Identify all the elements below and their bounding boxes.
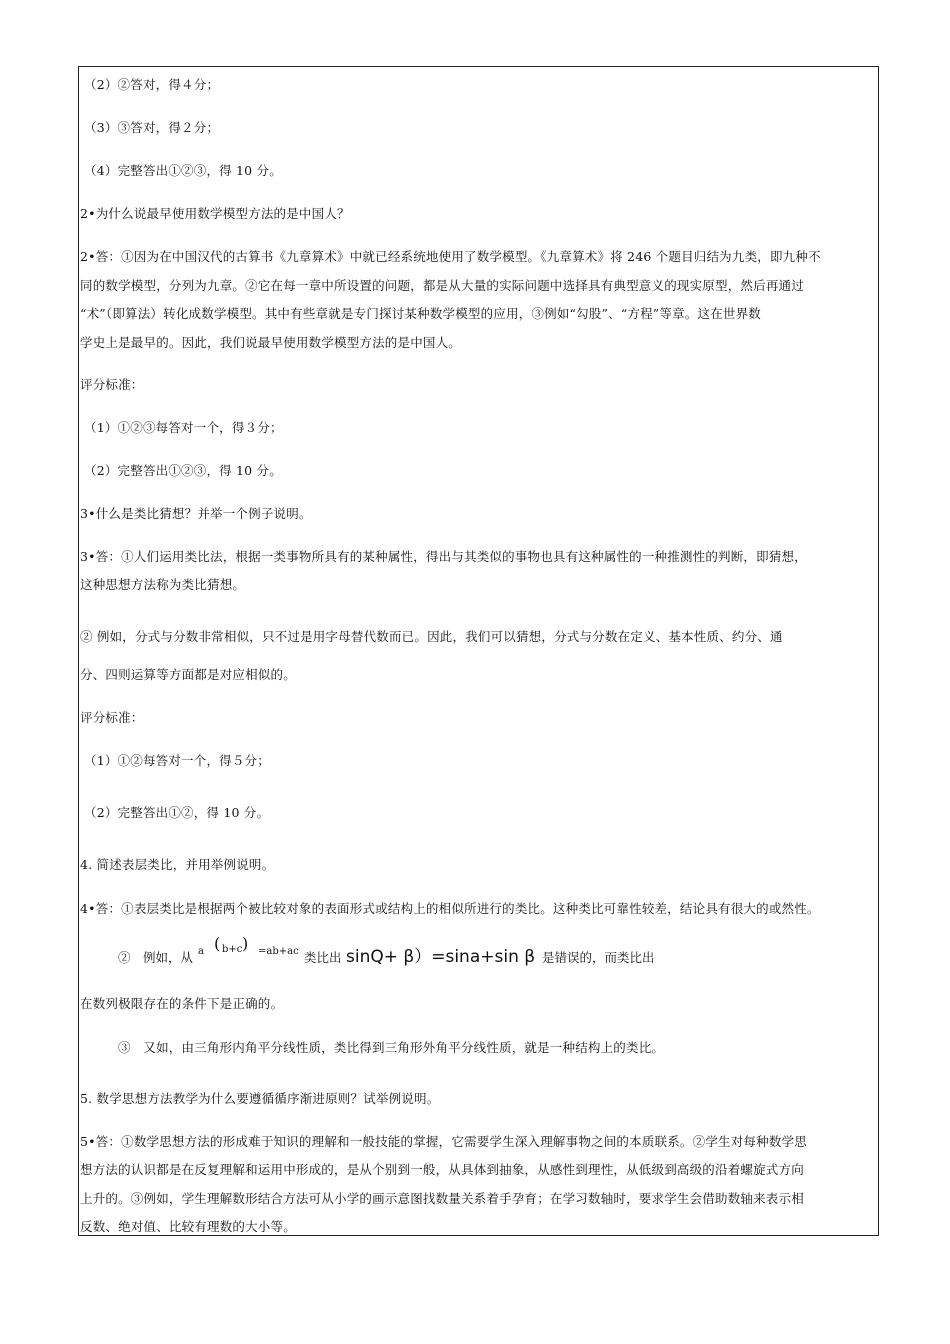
answer-3-line-2: 这种思想方法称为类比猜想。 (80, 577, 246, 592)
answer-3-line-3: ② 例如，分式与分数非常相似，只不过是用字母替代数而已。因此，我们可以猜想，分式与分数在定义、基本性质、约分、通 (80, 629, 783, 644)
formula-bc: b+c (222, 944, 243, 955)
answer-5-line-3: 上升的。③例如，学生理解数形结合方法可从小学的画示意图找数量关系着手孕育；在学习数轴时，要求学生会借助数轴来表示相 (80, 1191, 804, 1206)
scoring-2-item-1: （1）①②③每答对一个，得３分； (84, 420, 283, 435)
formula-suffix: 是错误的，而类比出 (542, 950, 655, 965)
answer-2-line-3: “术”（即算法）转化成数学模型。其中有些章就是专门探讨某种数学模型的应用，③例如“勾股”、“方程”等章。这在世界数 (80, 306, 761, 321)
scoring-3-item-1: （1）①②每答对一个，得５分； (84, 753, 270, 768)
formula-a: a (198, 946, 204, 957)
score-line-2: （2）②答对，得４分； (84, 77, 220, 92)
answer-table-border (78, 66, 879, 1236)
formula-close-paren: ) (242, 934, 249, 953)
answer-4-line-3: ③ 又如，由三角形内角平分线性质，类比得到三角形外角平分线性质，就是一种结构上的类比。 (118, 1040, 665, 1055)
analogy-formula-line (118, 936, 818, 976)
score-line-3: （3）③答对，得２分； (84, 120, 220, 135)
answer-3-line-1: 3•答：①人们运用类比法，根据一类事物所具有的某种属性，得出与其类似的事物也具有这种属性的一种推测性的判断，即猜想， (80, 549, 807, 564)
answer-3-line-4: 分、四则运算等方面都是对应相似的。 (80, 667, 296, 682)
scoring-title-2: 评分标准： (80, 377, 144, 392)
question-2: 2•为什么说最早使用数学模型方法的是中国人？ (80, 206, 350, 221)
answer-4-line-2: 在数列极限存在的条件下是正确的。 (80, 996, 284, 1011)
scoring-3-item-2: （2）完整答出①②，得 10 分。 (84, 805, 270, 820)
answer-2-line-1: 2•答：①因为在中国汉代的古算书《九章算术》中就已经系统地使用了数学模型。《九章算术》将 246 个题目归结为九类，即九种不 (80, 249, 821, 264)
formula-prefix: ② 例如，从 (118, 950, 194, 965)
score-line-4: （4）完整答出①②③，得 10 分。 (84, 163, 282, 178)
scoring-2-item-2: （2）完整答出①②③，得 10 分。 (84, 463, 282, 478)
question-4: 4. 简述表层类比，并用举例说明。 (80, 857, 275, 872)
formula-sin: sinQ+ β）=sina+sin β (346, 947, 536, 967)
formula-open-paren: ( (214, 934, 221, 953)
answer-4-line-1: 4•答：①表层类比是根据两个被比较对象的表面形式或结构上的相似所进行的类比。这种类比可靠性较差，结论具有很大的或然性。 (80, 901, 820, 916)
formula-ab-ac: =ab+ac (258, 946, 299, 957)
scoring-title-3: 评分标准： (80, 710, 144, 725)
answer-5-line-1: 5•答：①数学思想方法的形成难于知识的理解和一般技能的掌握，它需要学生深入理解事物之间的本质联系。②学生对每种数学思 (80, 1134, 807, 1149)
formula-analogy-text: 类比出 (304, 950, 342, 965)
answer-2-line-4: 学史上是最早的。因此，我们说最早使用数学模型方法的是中国人。 (80, 335, 462, 350)
answer-5-line-2: 想方法的认识都是在反复理解和运用中形成的，是从个别到一般，从具体到抽象，从感性到理性，从低级到高级的沿着螺旋式方向 (80, 1162, 804, 1177)
question-3: 3•什么是类比猜想？并举一个例子说明。 (80, 506, 312, 521)
answer-5-line-4: 反数、绝对值、比较有理数的大小等。 (80, 1219, 296, 1234)
answer-2-line-2: 同的数学模型，分列为九章。②它在每一章中所设置的问题，都是从大量的实际问题中选择具有典型意义的现实原型，然后再通过 (80, 278, 804, 293)
question-5: 5. 数学思想方法教学为什么要遵循循序渐进原则？试举例说明。 (80, 1091, 440, 1106)
